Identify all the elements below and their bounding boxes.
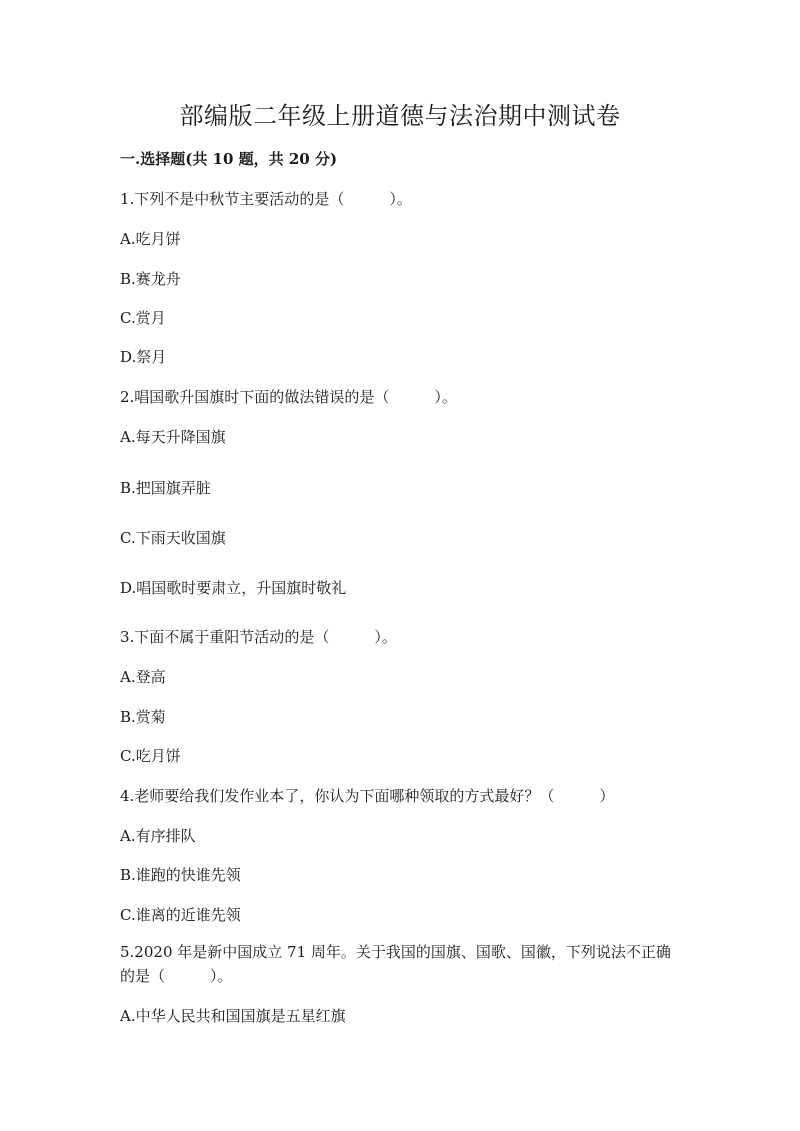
option: B.谁跑的快谁先领 — [120, 866, 241, 884]
option: C.谁离的近谁先领 — [120, 906, 241, 924]
option: C.赏月 — [120, 309, 166, 327]
option: D.唱国歌时要肃立，升国旗时敬礼 — [120, 579, 347, 597]
section-heading: 一.选择题(共 10 题，共 20 分) — [120, 150, 338, 168]
page-title: 部编版二年级上册道德与法治期中测试卷 — [179, 102, 621, 130]
question-stem: 5.2020 年是新中国成立 71 周年。关于我国的国旗、国歌、国徽，下列说法不正确的是（ ）。 — [120, 943, 671, 985]
option: B.把国旗弄脏 — [120, 479, 211, 497]
option: A.吃月饼 — [120, 230, 181, 248]
question-stem: 3.下面不属于重阳节活动的是（ ）。 — [120, 628, 397, 646]
option: A.每天升降国旗 — [120, 428, 226, 446]
option: A.中华人民共和国国旗是五星红旗 — [120, 1007, 346, 1025]
option: C.吃月饼 — [120, 747, 181, 765]
option: D.祭月 — [120, 348, 167, 366]
question-stem: 4.老师要给我们发作业本了，你认为下面哪种领取的方式最好？（ ） — [120, 787, 615, 805]
question-stem: 1.下列不是中秋节主要活动的是（ ）。 — [120, 190, 412, 208]
option: A.登高 — [120, 668, 166, 686]
option: B.赏菊 — [120, 708, 166, 726]
option: B.赛龙舟 — [120, 270, 181, 288]
question-stem: 2.唱国歌升国旗时下面的做法错误的是（ ）。 — [120, 388, 457, 406]
option: A.有序排队 — [120, 827, 196, 845]
option: C.下雨天收国旗 — [120, 529, 226, 547]
